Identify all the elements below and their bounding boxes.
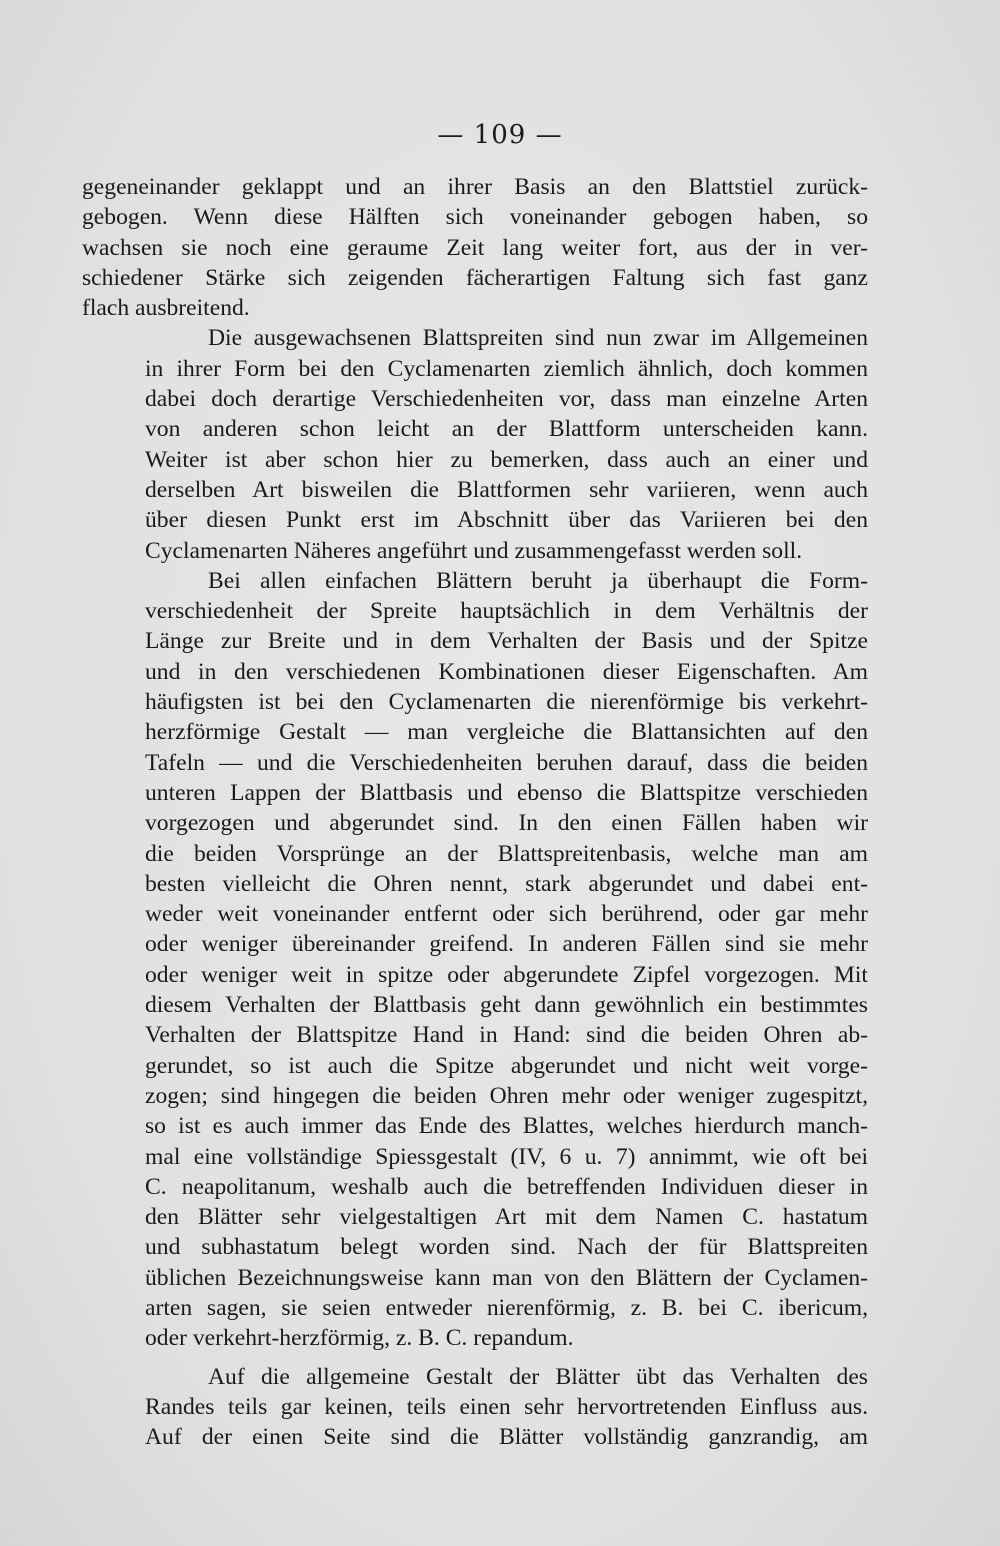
text-line: Tafeln — und die Verschiedenheiten beruhen darauf, dass die beiden: [145, 749, 868, 776]
text-line: gegeneinander geklappt und an ihrer Basis an den Blattstiel zurück-: [82, 174, 868, 200]
text-line: Länge zur Breite und in dem Verhalten der Basis und der Spitze: [145, 628, 868, 655]
text-line: unteren Lappen der Blattbasis und ebenso die Blattspitze verschieden: [145, 779, 868, 806]
text-line: in ihrer Form bei den Cyclamenarten ziemlich ähnlich, doch kommen: [145, 355, 868, 382]
paragraph-2: [82, 323, 868, 565]
text-line: derselben Art bisweilen die Blattformen sehr variieren, wenn auch: [145, 476, 868, 503]
text-line: Cyclamenarten Näheres angeführt und zusammengefasst werden soll.: [145, 537, 803, 564]
text-line: von anderen schon leicht an der Blattform unterscheiden kann.: [145, 416, 868, 443]
text-line: gerundet, so ist auch die Spitze abgerundet und nicht weit vorge-: [145, 1052, 868, 1079]
text-line: die beiden Vorsprünge an der Blattspreitenbasis, welche man am: [145, 840, 868, 867]
text-line: gebogen. Wenn diese Hälften sich voneinander gebogen haben, so: [82, 204, 868, 231]
text-line: so ist es auch immer das Ende des Blattes, welches hierdurch manch-: [145, 1113, 868, 1140]
paragraph-4: [82, 1362, 868, 1453]
text-line: besten vielleicht die Ohren nennt, stark abgerundet und dabei ent-: [145, 870, 868, 897]
text-line: herzförmige Gestalt — man vergleiche die Blattansichten auf den: [145, 719, 868, 746]
text-line: arten sagen, sie seien entweder nierenförmig, z. B. bei C. ibericum,: [145, 1294, 868, 1321]
text-line: flach ausbreitend.: [82, 295, 250, 322]
text-line: Auf der einen Seite sind die Blätter vollständig ganzrandig, am: [145, 1424, 868, 1451]
text-line: zogen; sind hingegen die beiden Ohren mehr oder weniger zugespitzt,: [145, 1082, 868, 1109]
text-line: mal eine vollständige Spiessgestalt (IV, 6 u. 7) annimmt, wie oft bei: [145, 1143, 868, 1170]
text-line: Auf die allgemeine Gestalt der Blätter übt das Verhalten des: [208, 1363, 868, 1390]
text-line: Die ausgewachsenen Blattspreiten sind nun zwar im Allgemeinen: [208, 325, 868, 352]
text-line: und in den verschiedenen Kombinationen dieser Eigenschaften. Am: [145, 658, 868, 685]
text-line: vorgezogen und abgerundet sind. In den einen Fällen haben wir: [145, 810, 868, 837]
text-line: weder weit voneinander entfernt oder sich berührend, oder gar mehr: [145, 901, 868, 928]
text-line: den Blätter sehr vielgestaltigen Art mit dem Namen C. hastatum: [145, 1204, 868, 1231]
text-line: oder weniger übereinander greifend. In anderen Fällen sind sie mehr: [145, 931, 868, 958]
text-line: über diesen Punkt erst im Abschnitt über das Variieren bei den: [145, 507, 868, 534]
text-line: oder weniger weit in spitze oder abgerundete Zipfel vorgezogen. Mit: [145, 961, 868, 988]
text-line: oder verkehrt-herzförmig, z. B. C. repandum.: [145, 1325, 574, 1352]
paragraph-1: [82, 172, 868, 323]
text-line: schiedener Stärke sich zeigenden fächerartigen Faltung sich fast ganz: [82, 264, 868, 291]
text-line: üblichen Bezeichnungsweise kann man von den Blättern der Cyclamen-: [145, 1264, 868, 1291]
text-line: häufigsten ist bei den Cyclamenarten die nierenförmige bis verkehrt-: [145, 689, 868, 716]
text-line: C. neapolitanum, weshalb auch die betreffenden Individuen dieser in: [145, 1173, 868, 1200]
text-line: wachsen sie noch eine geraume Zeit lang weiter fort, aus der in ver-: [82, 234, 868, 261]
text-line: verschiedenheit der Spreite hauptsächlich in dem Verhältnis der: [145, 598, 868, 625]
text-line: Randes teils gar keinen, teils einen sehr hervortretenden Einfluss aus.: [145, 1393, 868, 1420]
page-number: — 109 —: [437, 120, 563, 150]
text-line: Weiter ist aber schon hier zu bemerken, dass auch an einer und: [145, 446, 868, 473]
paragraph-3: [82, 566, 868, 1354]
text-line: diesem Verhalten der Blattbasis geht dann gewöhnlich ein bestimmtes: [145, 992, 868, 1019]
body-text: [82, 172, 868, 1452]
text-line: Bei allen einfachen Blättern beruht ja überhaupt die Form-: [208, 567, 868, 594]
text-line: und subhastatum belegt worden sind. Nach der für Blattspreiten: [145, 1234, 868, 1261]
text-line: dabei doch derartige Verschiedenheiten vor, dass man einzelne Arten: [145, 386, 868, 413]
text-line: Verhalten der Blattspitze Hand in Hand: sind die beiden Ohren ab-: [145, 1022, 868, 1049]
